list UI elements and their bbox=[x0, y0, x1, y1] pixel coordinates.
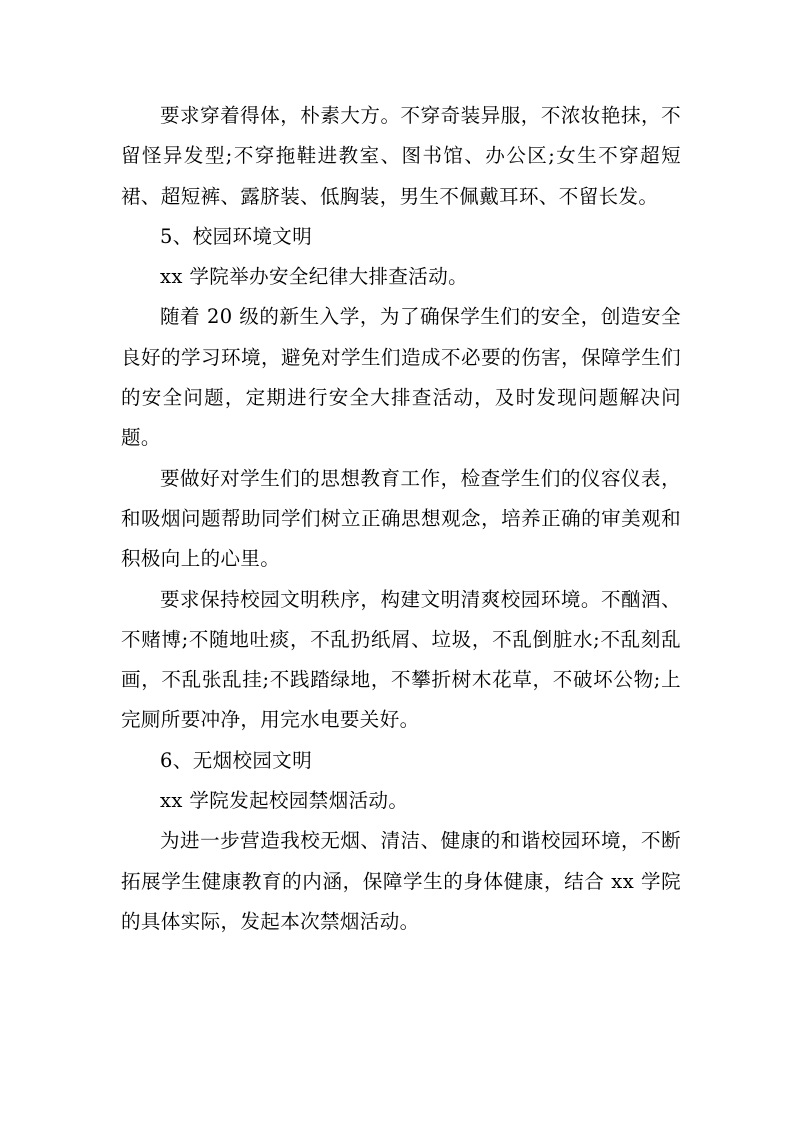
paragraph-dress-code: 要求穿着得体，朴素大方。不穿奇装异服，不浓妆艳抹，不留怪异发型;不穿拖鞋进教室、图书馆、办公区;女生不穿超短裙、超短裤、露脐装、低胸装，男生不佩戴耳环、不留长发。 bbox=[121, 104, 681, 208]
section-heading-smoke-free: 6、无烟校园文明 bbox=[160, 748, 313, 772]
paragraph-safety-inspection: 随着 20 级的新生入学，为了确保学生们的安全，创造安全良好的学习环境，避免对学生们造成不必要的伤害，保障学生们的安全问题，定期进行安全大排查活动，及时发现问题解决问题。 bbox=[121, 305, 681, 450]
document-body bbox=[121, 96, 681, 942]
paragraph-safety-inspection-title: xx 学院举办安全纪律大排查活动。 bbox=[160, 265, 468, 289]
section-heading-campus-environment: 5、校园环境文明 bbox=[160, 224, 313, 248]
paragraph-smoke-ban-title: xx 学院发起校园禁烟活动。 bbox=[160, 789, 409, 813]
paragraph-ideological-education: 要做好对学生们的思想教育工作，检查学生们的仪容仪表，和吸烟问题帮助同学们树立正确思想观念，培养正确的审美观和积极向上的心里。 bbox=[121, 466, 681, 571]
paragraph-campus-order: 要求保持校园文明秩序，构建文明清爽校园环境。不酗酒、不赌博;不随地吐痰，不乱扔纸屑、垃圾，不乱倒脏水;不乱刻乱画，不乱张乱挂;不践踏绿地，不攀折树木花草，不破坏公物;上完厕所要冲净，用完水电要关好。 bbox=[121, 587, 681, 732]
paragraph-smoke-ban: 为进一步营造我校无烟、清洁、健康的和谐校园环境，不断拓展学生健康教育的内涵，保障学生的身体健康，结合 xx 学院的具体实际，发起本次禁烟活动。 bbox=[121, 829, 681, 933]
